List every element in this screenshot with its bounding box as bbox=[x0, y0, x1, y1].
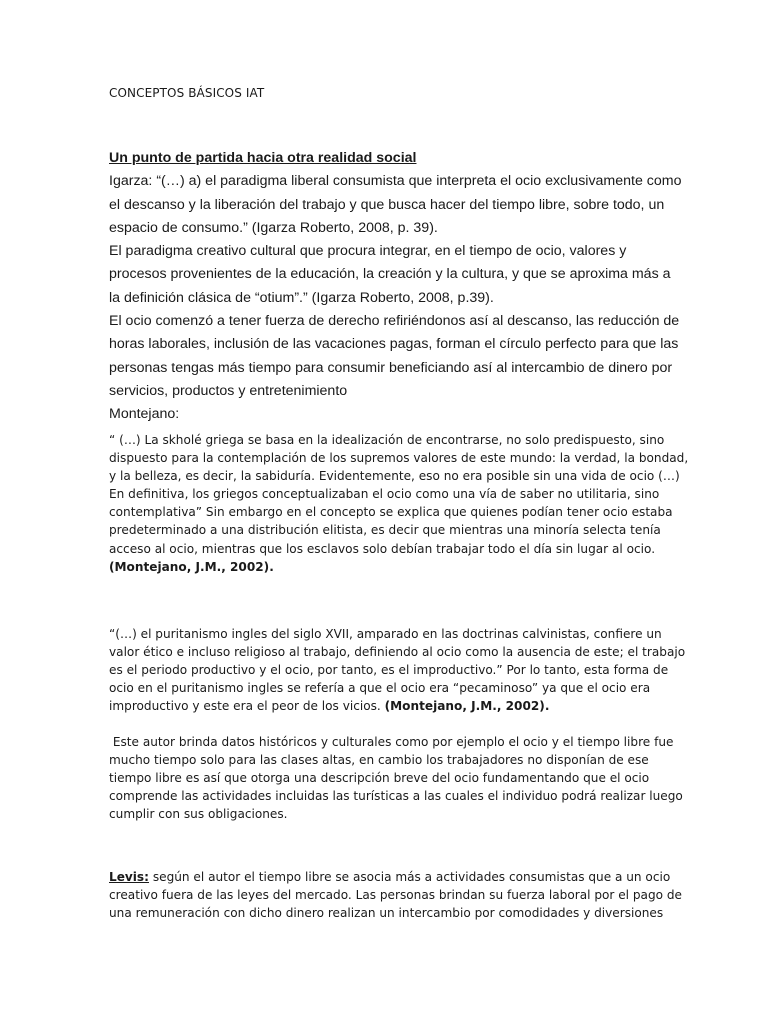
text-line: la definición clásica de “otium”.” (Igarza Roberto, 2008, p.39). bbox=[109, 289, 494, 306]
levis-paragraph bbox=[109, 868, 683, 922]
quote-line: predeterminado a una distribución elitista, es decir que mientras una minoría selecta tenía bbox=[109, 523, 661, 538]
text-line: El paradigma creativo cultural que procura integrar, en el tiempo de ocio, valores y bbox=[109, 243, 627, 260]
text-line: el descanso y la liberación del trabajo y que busca hacer del tiempo libre, sobre todo, un bbox=[109, 196, 665, 213]
quote-skhole bbox=[109, 431, 689, 576]
section-heading: Un punto de partida hacia otra realidad social bbox=[109, 150, 417, 166]
citation: (Montejano, J.M., 2002). bbox=[109, 559, 274, 574]
text-line: Igarza: “(…) a) el paradigma liberal consumista que interpreta el ocio exclusivamente como bbox=[109, 173, 682, 190]
text-line: comprende las actividades incluidas las turísticas a las cuales el individuo podrá realizar luego bbox=[109, 789, 683, 804]
text-line: mucho tiempo solo para las clases altas, en cambio los trabajadores no disponían de ese bbox=[109, 753, 649, 768]
quote-puritanismo bbox=[109, 625, 686, 715]
author-paragraph bbox=[109, 733, 683, 823]
quote-line: contemplativa” Sin embargo en el concepto se explica que quienes podían tener ocio estaba bbox=[109, 505, 673, 520]
text-line: El ocio comenzó a tener fuerza de derecho refiriéndonos así al descanso, las reducción de bbox=[109, 313, 680, 330]
text-line: espacio de consumo.” (Igarza Roberto, 2008, p. 39). bbox=[109, 219, 438, 236]
text-line: personas tengas más tiempo para consumir beneficiando así al intercambio de dinero por bbox=[109, 359, 673, 376]
igarza-section bbox=[109, 147, 686, 427]
text-line: tiempo libre es así que otorga una descripción breve del ocio fundamentando que el ocio bbox=[109, 771, 650, 786]
document-title: CONCEPTOS BÁSICOS IAT bbox=[109, 86, 265, 100]
text-line: procesos provenientes de la educación, la creación y la cultura, y que se aproxima más a bbox=[109, 266, 671, 283]
igarza-paragraph bbox=[109, 170, 686, 240]
levis-label: Levis: bbox=[109, 870, 149, 884]
quote-line: “ (…) La skholé griega se basa en la idealización de encontrarse, no solo predispuesto, sino bbox=[109, 433, 665, 447]
paradigm-paragraph bbox=[109, 240, 686, 310]
quote-line: y la belleza, es decir, la sabiduría. Evidentemente, eso no era posible sin una vida de ocio (…) bbox=[109, 469, 680, 484]
text-line: creativo fuera de las leyes del mercado. Las personas brindan su fuerza laboral por el pago de bbox=[109, 888, 683, 903]
montejano-label: Montejano: bbox=[109, 406, 180, 423]
quote-line: acceso al ocio, mientras que los esclavos solo debían trabajar todo el día sin lugar al ocio. bbox=[109, 541, 656, 556]
quote-line-text: improductivo y este era el peor de los vicios. bbox=[109, 699, 385, 714]
quote-line: ocio en el puritanismo ingles se refería a que el ocio era “pecaminoso” ya que el ocio era bbox=[109, 681, 651, 696]
quote-line: “(…) el puritanismo ingles del siglo XVII, amparado en las doctrinas calvinistas, confiere un bbox=[109, 627, 662, 641]
quote-line: es el periodo productivo y el ocio, por tanto, es el improductivo.” Por lo tanto, esta forma de bbox=[109, 663, 669, 678]
citation: (Montejano, J.M., 2002). bbox=[384, 699, 550, 714]
text-line bbox=[109, 868, 669, 886]
ocio-paragraph bbox=[109, 310, 686, 403]
quote-line: valor ético e incluso religioso al trabajo, definiendo al ocio como la ausencia de este; el trabajo bbox=[109, 645, 686, 660]
quote-line: dispuesto para la contemplación de los supremos valores de este mundo: la verdad, la bondad, bbox=[109, 451, 689, 466]
text-line: horas laborales, inclusión de las vacaciones pagas, forman el círculo perfecto para que las bbox=[109, 336, 679, 353]
text-line: servicios, productos y entretenimiento bbox=[109, 382, 348, 399]
text-line: una remuneración con dicho dinero realizan un intercambio por comodidades y diversiones bbox=[109, 906, 664, 921]
text-line: cumplir con sus obligaciones. bbox=[109, 807, 288, 822]
quote-line: En definitiva, los griegos conceptualizaban el ocio como una vía de saber no utilitaria, sino bbox=[109, 487, 660, 502]
text-line: Este autor brinda datos históricos y culturales como por ejemplo el ocio y el tiempo libre fue bbox=[109, 735, 674, 749]
text-line-rest: según el autor el tiempo libre se asocia más a actividades consumistas que a un ocio bbox=[148, 870, 671, 884]
quote-line bbox=[109, 697, 669, 715]
